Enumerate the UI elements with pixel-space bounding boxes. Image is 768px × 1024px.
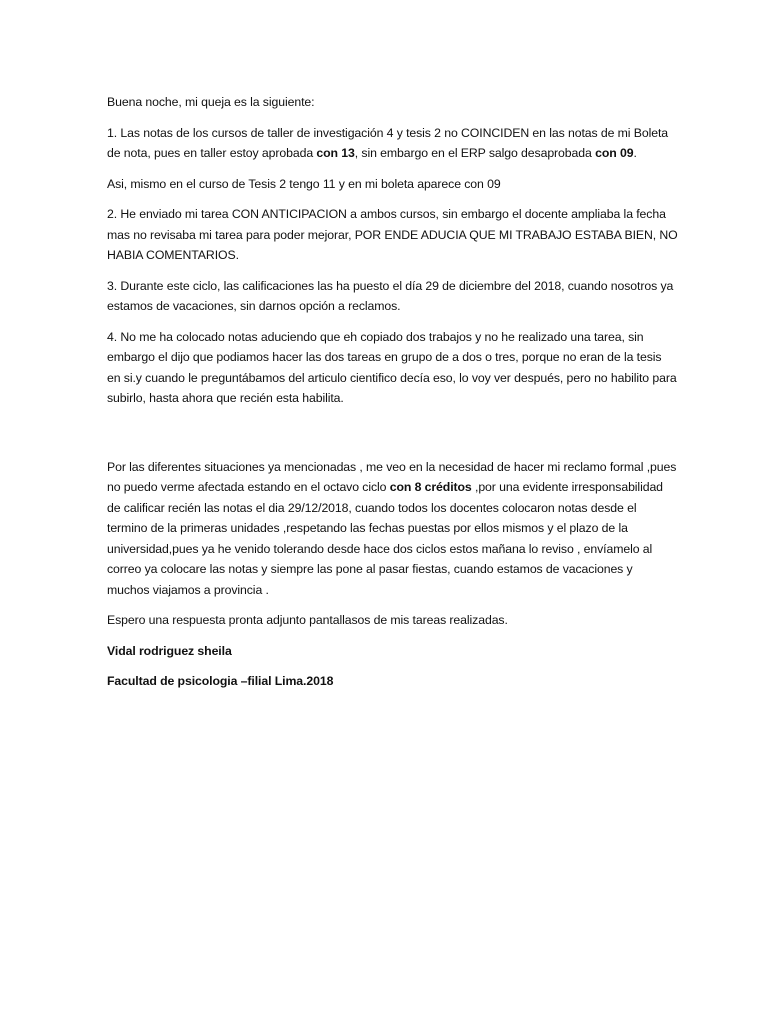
complaint-1-grade-erp: con 09	[595, 146, 634, 160]
closing-text-start: Por las diferentes situaciones ya mencionadas , me veo en la necesidad de hacer mi reclamo formal ,pues no puedo verme afectada estando en el octavo ciclo	[107, 459, 677, 494]
request-text: Espero una respuesta pronta adjunto pantallasos de mis tareas realizadas.	[107, 613, 508, 627]
complaint-1-grade-taller: con 13	[316, 146, 355, 160]
complaint-1-text-start: 1. Las notas de los cursos de taller de investigación 4 y tesis 2 no COINCIDEN en las notas de mi Boleta de nota, pues en taller estoy aprobada	[107, 125, 669, 160]
complaint-2: 2. He enviado mi tarea CON ANTICIPACION a ambos cursos, sin embargo el docente ampliaba la fecha mas no revisaba mi tarea para poder mejorar, POR ENDE ADUCIA QUE MI TRABAJO ESTABA BIEN, NO HABIA COMENTARIOS.	[107, 207, 678, 262]
greeting-text: Buena noche, mi queja es la siguiente:	[107, 95, 315, 109]
complaint-1-text-end: .	[633, 146, 637, 160]
paragraph-spacer	[107, 419, 678, 457]
closing-paragraph	[107, 457, 678, 601]
closing-text-end: ,por una evidente irresponsabilidad de calificar recién las notas el dia 29/12/2018, cuando todos los docentes colocaron notas desde el termino de la primeras unidades ,respetando las fechas puestas por ellos mismos y el plazo de la universidad,pues ya he venido tolerando desde hace dos ciclos estos mañana lo reviso , envíamelo al correo ya colocare las notas y siempre las pone al pasar fiestas, cuando estamos de vacaciones y muchos viajamos a provincia .	[107, 480, 663, 597]
signature-name: Vidal rodriguez sheila	[107, 643, 232, 658]
closing-credits: con 8 créditos	[389, 480, 472, 494]
complaint-4: 4. No me ha colocado notas aduciendo que eh copiado dos trabajos y no he realizado una tarea, sin embargo el dijo que podiamos hacer las dos tareas en grupo de a dos o tres, porque no eran de la tesis en si.y cuando le preguntábamos del articulo cientifico decía eso, lo voy ver después, pero no habilito para subirlo, hasta ahora que recién esta habilita.	[107, 329, 677, 405]
complaint-1-tesis-note: Asi, mismo en el curso de Tesis 2 tengo 11 y en mi boleta aparece con 09	[107, 176, 501, 191]
signature-faculty: Facultad de psicologia –filial Lima.2018	[107, 674, 334, 688]
complaint-1	[107, 123, 678, 164]
complaint-3: 3. Durante este ciclo, las calificaciones las ha puesto el día 29 de diciembre del 2018, cuando nosotros ya estamos de vacaciones, sin darnos opción a reclamos.	[107, 278, 674, 313]
complaint-1-text-middle: , sin embargo en el ERP salgo desaprobada	[354, 146, 596, 160]
